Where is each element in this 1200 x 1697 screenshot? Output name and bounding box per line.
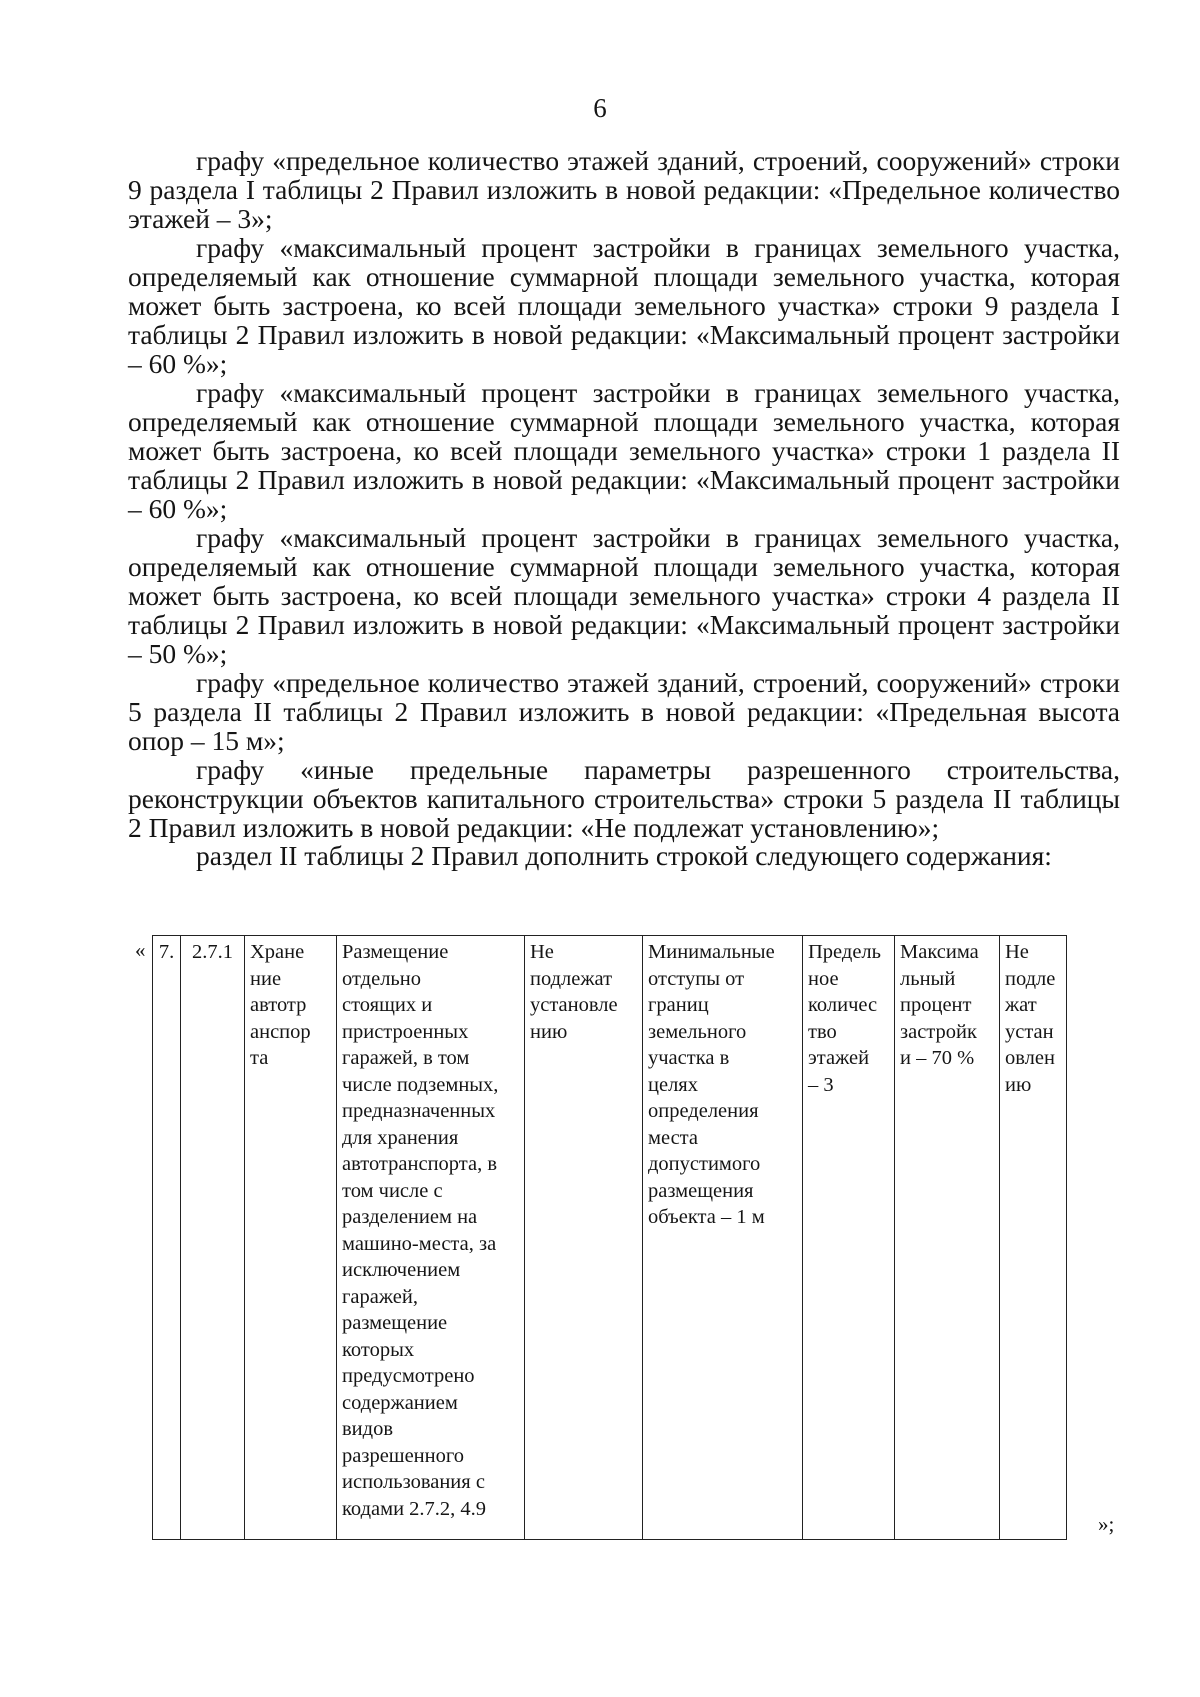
cell-line: которых bbox=[342, 1338, 415, 1361]
description-cell bbox=[337, 936, 525, 1540]
cell-line: видов bbox=[342, 1418, 394, 1440]
code-cell: 2.7.1 bbox=[181, 936, 245, 1540]
cell-line: Не bbox=[530, 941, 554, 963]
cell-line: объекта – 1 м bbox=[648, 1206, 765, 1228]
cell-line: для хранения bbox=[342, 1126, 459, 1149]
cell-line: и – 70 % bbox=[900, 1047, 975, 1069]
cell-line: процент bbox=[900, 994, 972, 1016]
name-cell bbox=[245, 936, 337, 1540]
cell-line: предусмотрено bbox=[342, 1365, 475, 1387]
cell-line: Хране bbox=[250, 941, 305, 963]
inserted-table-row bbox=[152, 935, 1067, 1540]
cell-line: ное bbox=[808, 967, 839, 990]
setbacks-cell bbox=[643, 936, 803, 1540]
cell-line: Предель bbox=[808, 941, 881, 963]
cell-line: устан bbox=[1005, 1020, 1054, 1043]
coverage-cell bbox=[895, 936, 1000, 1540]
cell-line: ние bbox=[250, 967, 282, 990]
cell-line: отступы от bbox=[648, 967, 745, 990]
cell-line: том числе с bbox=[342, 1179, 443, 1202]
cell-line: исключением bbox=[342, 1259, 461, 1281]
cell-line: тво bbox=[808, 1020, 837, 1043]
cell-line: нию bbox=[530, 1020, 568, 1043]
cell-line: разрешенного bbox=[342, 1444, 465, 1467]
cell-line: стоящих и bbox=[342, 994, 433, 1016]
cell-line: предназначенных bbox=[342, 1100, 496, 1122]
cell-line: автотранспорта, в bbox=[342, 1153, 498, 1175]
cell-line: пристроенных bbox=[342, 1020, 469, 1043]
cell-line: количес bbox=[808, 994, 878, 1016]
cell-line: целях bbox=[648, 1073, 698, 1096]
cell-line: границ bbox=[648, 994, 709, 1016]
cell-line: размещение bbox=[342, 1312, 448, 1334]
page-number: 6 bbox=[593, 93, 607, 123]
cell-line: Максима bbox=[900, 941, 979, 963]
opening-quote: « bbox=[135, 938, 146, 962]
cell-line: гаражей, в том bbox=[342, 1047, 470, 1069]
cell-line: использования с bbox=[342, 1471, 485, 1493]
cell-line: ию bbox=[1005, 1073, 1032, 1096]
cell-line: – 3 bbox=[808, 1073, 834, 1096]
paragraph-4: графу «максимальный процент застройки в границах земельного участка, определяемый как отношение суммарной площади земельного участка, которая может быть застроена, ко всей площади земельного участка» строки 4 раздела II таблицы 2 Правил изложить в новой редакции: «Максимальный процент застройки – 50 %»; bbox=[128, 522, 1120, 669]
cell-line: допустимого bbox=[648, 1153, 761, 1175]
paragraph-6: графу «иные предельные параметры разрешенного строительства, реконструкции объектов капитального строительства» строки 5 раздела II таблицы 2 Правил изложить в новой редакции: «Не подлежат установлению»; bbox=[128, 754, 1120, 843]
cell-line: машино-места, за bbox=[342, 1232, 497, 1255]
cell-line: гаражей, bbox=[342, 1285, 418, 1308]
cell-line: разделением на bbox=[342, 1206, 478, 1228]
cell-line: та bbox=[250, 1047, 269, 1069]
cell-line: анспор bbox=[250, 1020, 311, 1043]
cell-line: кодами 2.7.2, 4.9 bbox=[342, 1497, 487, 1520]
cell-line: овлен bbox=[1005, 1047, 1055, 1069]
paragraph-2: графу «максимальный процент застройки в границах земельного участка, определяемый как отношение суммарной площади земельного участка, которая может быть застроена, ко всей площади земельного участка» строки 9 раздела I таблицы 2 Правил изложить в новой редакции: «Максимальный процент застройки – 60 %»; bbox=[128, 232, 1120, 379]
cell-line: Размещение bbox=[342, 941, 449, 963]
cell-line: установле bbox=[530, 994, 618, 1016]
cell-line: застройк bbox=[900, 1020, 977, 1043]
paragraph-7: раздел II таблицы 2 Правил дополнить строкой следующего содержания: bbox=[196, 840, 1052, 871]
cell-line: автотр bbox=[250, 994, 307, 1016]
cell-line: размещения bbox=[648, 1179, 754, 1202]
cell-line: земельного bbox=[648, 1020, 747, 1043]
cell-line: числе подземных, bbox=[342, 1073, 499, 1096]
other-params-cell bbox=[1000, 936, 1067, 1540]
cell-line: подлежат bbox=[530, 967, 613, 990]
cell-line: Не bbox=[1005, 941, 1029, 963]
paragraph-3: графу «максимальный процент застройки в границах земельного участка, определяемый как отношение суммарной площади земельного участка, которая может быть застроена, ко всей площади земельного участка» строки 1 раздела II таблицы 2 Правил изложить в новой редакции: «Максимальный процент застройки – 60 %»; bbox=[128, 377, 1120, 524]
cell-line: Минимальные bbox=[648, 941, 775, 963]
cell-line: участка в bbox=[648, 1047, 730, 1069]
closing-quote: »; bbox=[1098, 1512, 1115, 1536]
paragraph-1: графу «предельное количество этажей зданий, строений, сооружений» строки 9 раздела I таблицы 2 Правил изложить в новой редакции: «Предельное количество этажей – 3»; bbox=[128, 145, 1120, 234]
cell-line: жат bbox=[1005, 994, 1037, 1016]
cell-line: отдельно bbox=[342, 967, 421, 990]
paragraph-5: графу «предельное количество этажей зданий, строений, сооружений» строки 5 раздела II таблицы 2 Правил изложить в новой редакции: «Предельная высота опор – 15 м»; bbox=[128, 667, 1120, 756]
cell-line: этажей bbox=[808, 1047, 870, 1069]
cell-line: подле bbox=[1005, 967, 1056, 990]
cell-line: определения bbox=[648, 1100, 759, 1122]
min-area-cell bbox=[525, 936, 643, 1540]
row-number-cell: 7. bbox=[153, 936, 181, 1540]
cell-line: льный bbox=[900, 967, 956, 990]
document-body bbox=[128, 146, 1120, 869]
table-row bbox=[153, 936, 1067, 1540]
cell-line: места bbox=[648, 1126, 698, 1149]
floors-cell bbox=[803, 936, 895, 1540]
cell-line: содержанием bbox=[342, 1391, 458, 1414]
